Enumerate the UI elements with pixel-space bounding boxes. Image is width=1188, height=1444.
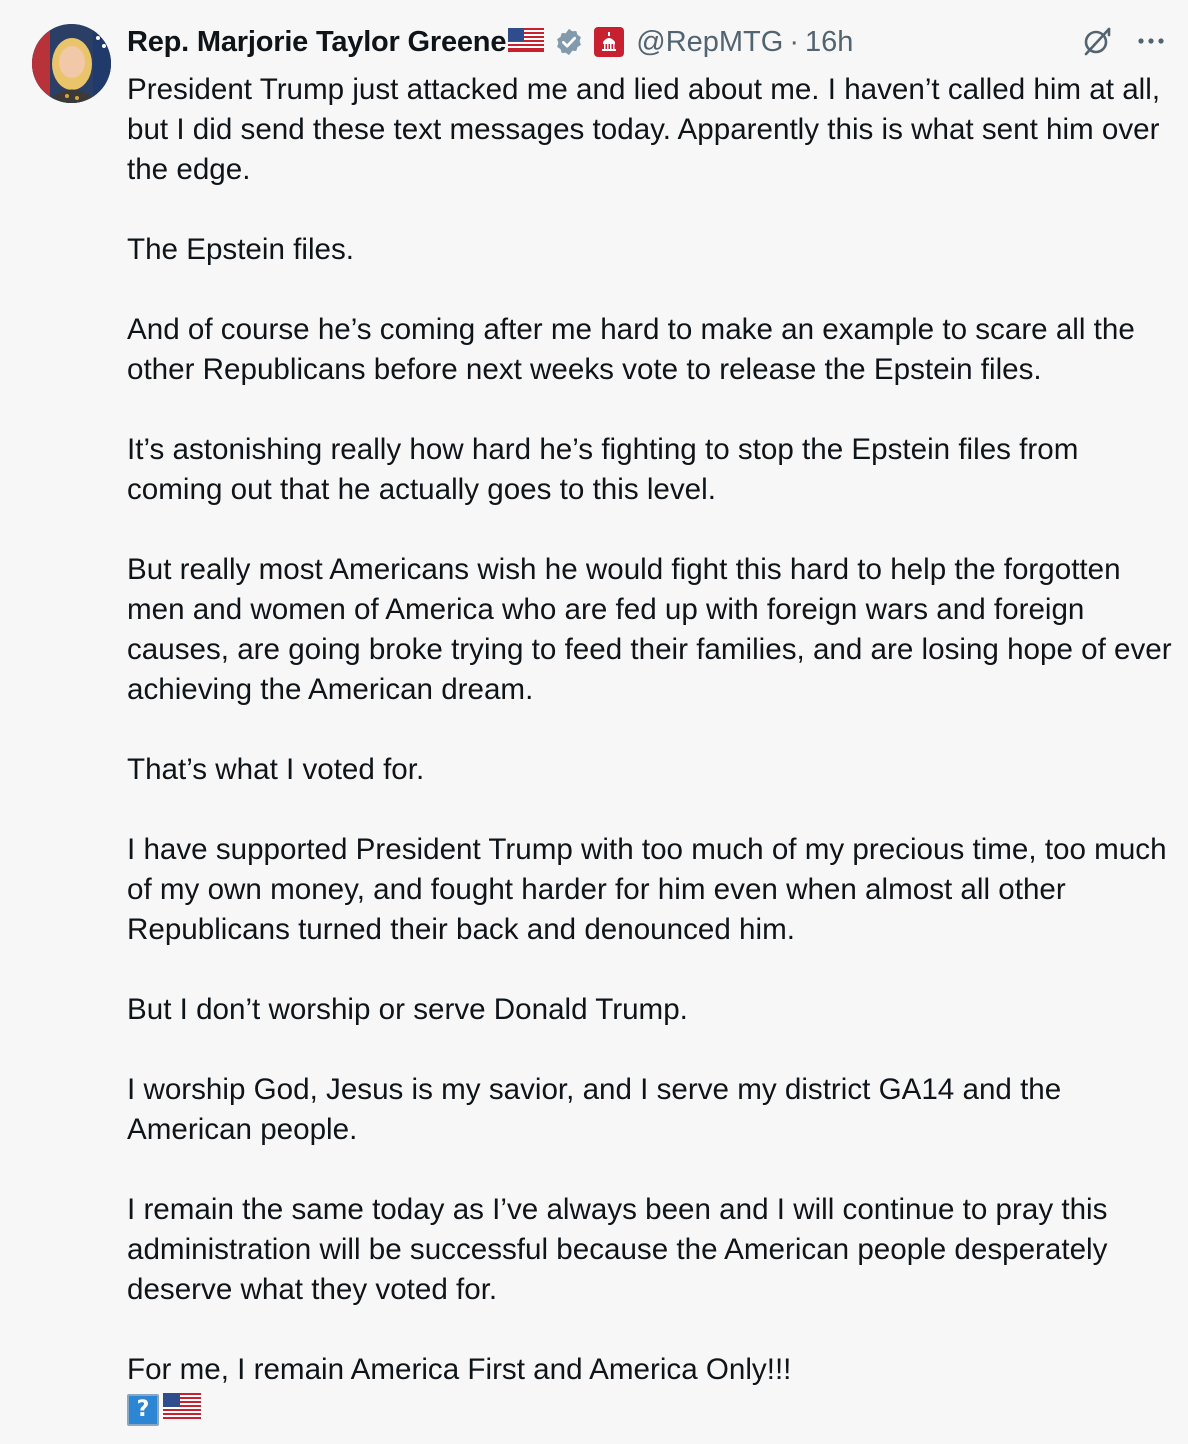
more-icon[interactable] [1134, 24, 1168, 58]
post-paragraph: It’s astonishing really how hard he’s fighting to stop the Epstein files from coming out that he actually goes to this level. [127, 433, 1079, 506]
header-separator: · [789, 25, 799, 58]
post-paragraph: For me, I remain America First and America Only!!! [127, 1353, 792, 1386]
post-text [127, 70, 1172, 1430]
avatar[interactable] [32, 24, 111, 103]
grok-icon[interactable] [1080, 24, 1114, 58]
question-box-icon: ? [127, 1394, 159, 1426]
verified-badge-icon[interactable] [554, 27, 584, 57]
post-paragraph: The Epstein files. [127, 233, 354, 266]
post-paragraph: And of course he’s coming after me hard to make an example to scare all the other Republicans before next weeks vote to release the Epstein files. [127, 313, 1135, 386]
post-actions-top [1080, 24, 1168, 58]
post-paragraph: I worship God, Jesus is my savior, and I serve my district GA14 and the American people. [127, 1073, 1062, 1146]
trailing-emoji-row [127, 1390, 1172, 1430]
us-flag-icon [508, 28, 544, 57]
post-header [127, 22, 853, 62]
post-paragraph: President Trump just attacked me and lied about me. I haven’t called him at all, but I did send these text messages today. Apparently this is what sent him over the edge. [127, 73, 1161, 186]
post-paragraph: I remain the same today as I’ve always been and I will continue to pray this administration will be successful because the American people desperately deserve what they voted for. [127, 1193, 1108, 1306]
capitol-icon[interactable] [594, 27, 624, 57]
post-paragraph: That’s what I voted for. [127, 753, 425, 786]
post-paragraph: But I don’t worship or serve Donald Trump. [127, 993, 688, 1026]
post-paragraph: But really most Americans wish he would fight this hard to help the forgotten men and women of America who are fed up with foreign wars and foreign causes, are going broke trying to feed their families, and are losing hope of ever achieving the American dream. [127, 553, 1172, 706]
post-paragraph: I have supported President Trump with too much of my precious time, too much of my own money, and fought harder for him even when almost all other Republicans turned their back and denounced him. [127, 833, 1167, 946]
post-timestamp[interactable]: 16h [805, 25, 854, 58]
us-flag-icon [163, 1390, 201, 1430]
author-handle[interactable]: @RepMTG [636, 25, 784, 58]
author-display-name[interactable]: Rep. Marjorie Taylor Greene [127, 25, 507, 58]
